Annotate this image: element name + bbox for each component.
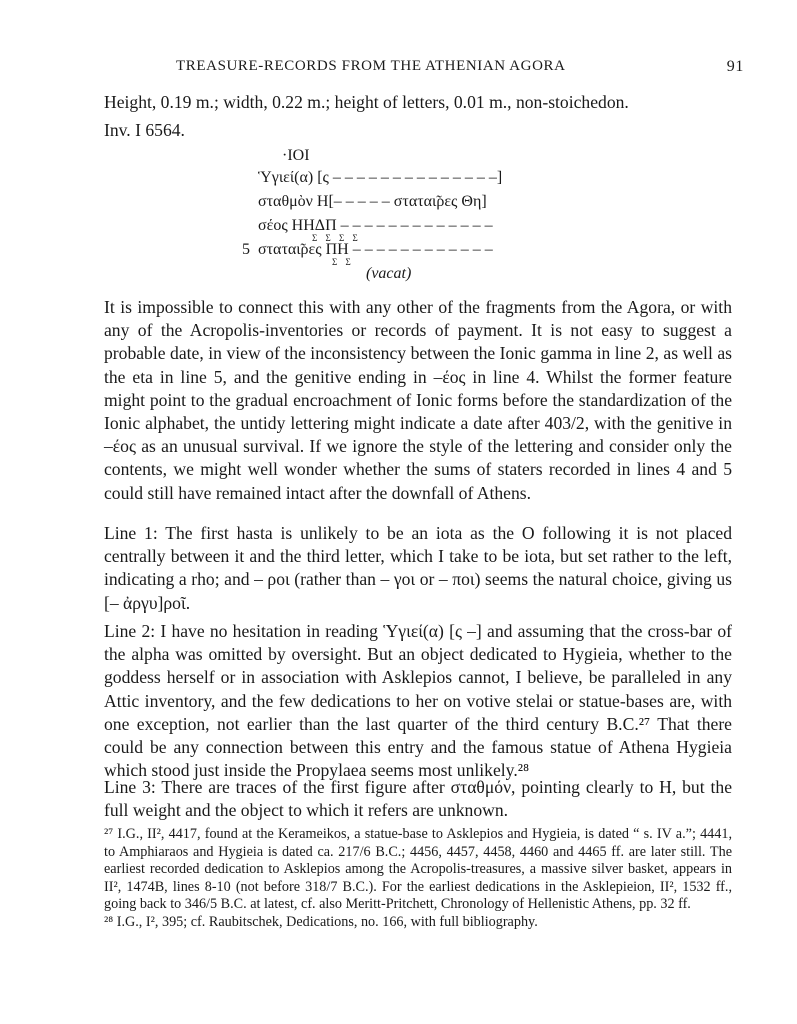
footnote-28: ²⁸ I.G., I², 395; cf. Raubitschek, Dedications, no. 166, with full bibliography.	[104, 913, 538, 930]
paragraph-3	[104, 620, 732, 782]
inscription-subscripts-4: Σ Σ Σ Σ	[312, 233, 361, 243]
inscription-subscripts-5: Σ Σ	[332, 257, 354, 267]
running-title: TREASURE-RECORDS FROM THE ATHENIAN AGORA	[176, 58, 566, 74]
paragraph-3-text: Line 2: I have no hesitation in reading Ὑγιεί(α) [ς –] and assuming that the cross-bar of the alpha was omitted by oversight. But an object dedicated to Hygieia, whether to the goddess herself or in association with Asklepios cannot, I believe, be paralleled in any Attic inventory, and the few dedications to her on votive stelai or statue-bases are, with one exception, not earlier than the last quarter of the third century B.C.²⁷ That there could be any connection between this entry and the famous statue of Athena Hygieia which stood just inside the Propylaea seems most unlikely.²⁸	[104, 621, 732, 781]
inventory-line: Inv. I 6564.	[104, 120, 185, 140]
paragraph-1-text: It is impossible to connect this with any other of the fragments from the Agora, or with any of the Acropolis-inventories or records of payment. It is not easy to suggest a probable date, in view of the inconsistency between the Ionic gamma in line 2, as well as the eta in line 5, and the genitive ending in –έος in line 4. Whilst the former feature might point to the gradual encroachment of Ionic forms before the standardization of the Ionic alphabet, the untidy lettering might indicate a date after 403/2, with the genitive in –έος as an unusual survival. If we ignore the style of the lettering and consider only the contents, we might well wonder whether the sums of staters recorded in lines 4 and 5 could still have remained intact after the downfall of Athens.	[104, 297, 732, 503]
inscription-line-3: σταθμὸν Η[– – – – – σταται̃ρες Θη]	[258, 193, 487, 210]
paragraph-4	[104, 776, 732, 822]
inscription-line-1: ·ΙΟΙ	[282, 147, 310, 164]
paragraph-4-text: Line 3: There are traces of the first figure after σταθμόν, pointing clearly to H, but the full weight and the object to which it refers are unknown.	[104, 777, 732, 821]
inscription-line-5: σταται̃ρες ΠΗ – – – – – – – – – – – –	[258, 241, 493, 258]
paragraph-1	[104, 296, 732, 505]
footnote-27: ²⁷ I.G., II², 4417, found at the Kerameikos, a statue-base to Asklepios and Hygieia, is dated “ s. IV a.”; 4441, to Amphiaraos and Hygieia is dated ca. 217/6 B.C.; 4456, 4457, 4458, 4460 and 4465 ff. are later still. The earliest recorded dedication to Asklepios among the Acropolis-treasures, a massive silver basket, appears in II², 1474B, lines 8-10 (not before 318/7 B.C.). For the earliest dedications in the Asklepieion, II², 1532 ff., going back to 346/5 B.C. at latest, cf. also Meritt-Pritchett, Chronology of Hellenistic Athens, pp. 32 ff.	[104, 826, 732, 913]
inscription-line-2: Ὑγιεί(α) [ς – – – – – – – – – – – – – –]	[258, 169, 503, 186]
page-number: 91	[726, 58, 744, 75]
inscription-line-number: 5	[242, 241, 250, 258]
paragraph-2-text: Line 1: The first hasta is unlikely to be an iota as the O following it is not placed centrally between it and the third letter, which I take to be iota, but set rather to the left, indicating a rho; and – ροι (rather than – γοι or – ποι) seems the natural choice, giving us [– ἀργυ]ροῖ.	[104, 523, 732, 613]
dimensions-line: Height, 0.19 m.; width, 0.22 m.; height of letters, 0.01 m., non-stoichedon.	[104, 92, 629, 112]
footnotes	[104, 826, 732, 932]
inscription-line-4: σέος ΗΗΔΠ – – – – – – – – – – – – –	[258, 217, 493, 234]
inscription-vacat: (vacat)	[366, 265, 412, 282]
paragraph-2	[104, 522, 732, 615]
